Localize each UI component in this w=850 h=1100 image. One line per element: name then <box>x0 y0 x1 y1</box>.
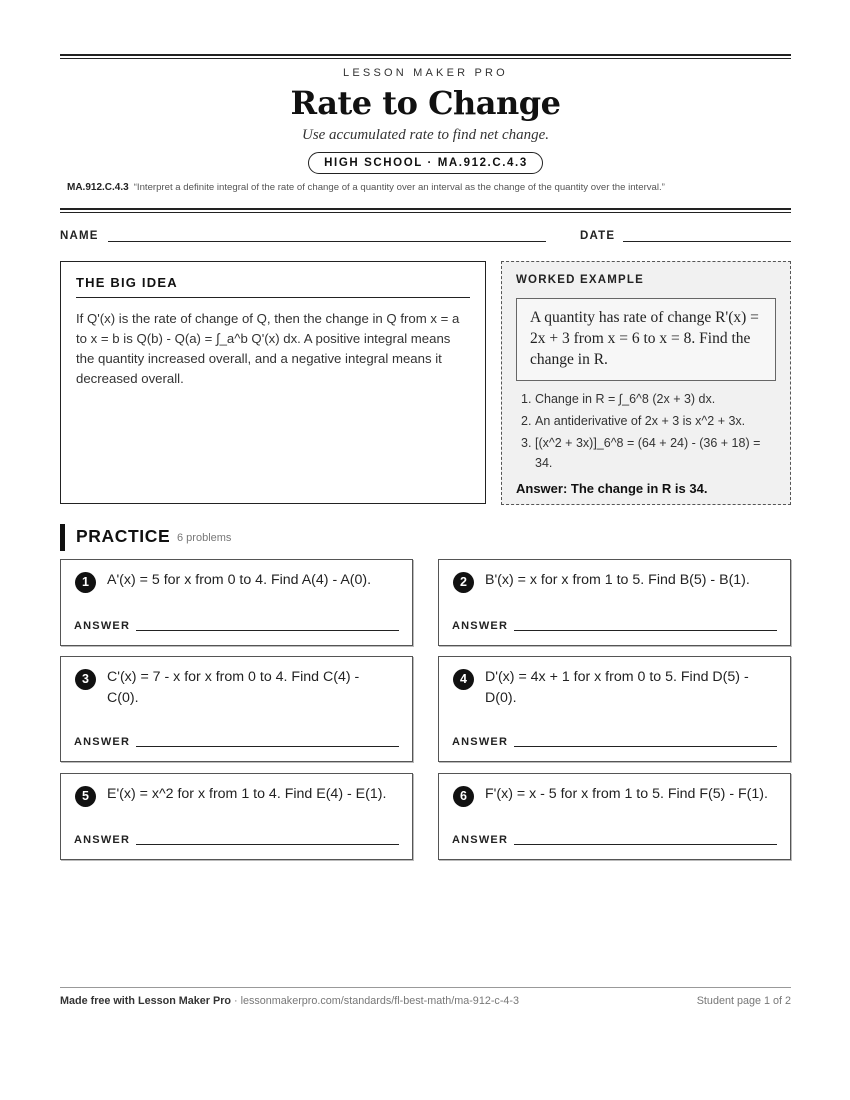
big-idea-body: If Q'(x) is the rate of change of Q, then the change in Q from x = a to x = b is Q(b) - Q(a) = ∫_a^b Q'(x) dx. A positive integral means the quantity increased overall, and a negative integral means it decreased overall. <box>76 311 460 386</box>
answer-field[interactable] <box>514 630 777 631</box>
problem-number-badge: 6 <box>453 786 474 807</box>
problem-number-badge: 2 <box>453 572 474 593</box>
answer-label: ANSWER <box>452 834 509 846</box>
standard-code: MA.912.C.4.3 <box>67 182 129 193</box>
worked-example-steps <box>516 389 776 473</box>
problem-number-badge: 4 <box>453 669 474 690</box>
problem-card-5 <box>60 773 413 860</box>
worked-example-heading: WORKED EXAMPLE <box>516 274 644 286</box>
problem-card-4 <box>438 656 791 762</box>
worked-example-problem: A quantity has rate of change R'(x) = 2x + 3 from x = 6 to x = 8. Find the change in R. <box>516 298 776 381</box>
answer-label: ANSWER <box>452 620 509 632</box>
worked-example-box <box>501 261 791 505</box>
problem-text: A'(x) = 5 for x from 0 to 4. Find A(4) - A(0). <box>107 572 372 588</box>
worksheet-page <box>60 0 791 1100</box>
footer-url[interactable]: · lessonmakerpro.com/standards/fl-best-math/ma-912-c-4-3 <box>231 995 520 1007</box>
answer-field[interactable] <box>136 844 399 845</box>
problem-number-badge: 3 <box>75 669 96 690</box>
footer-credit <box>60 995 519 1007</box>
date-label: DATE <box>580 230 616 242</box>
big-idea-box <box>60 261 486 504</box>
practice-count: 6 problems <box>177 532 232 544</box>
date-field[interactable] <box>623 241 791 242</box>
problem-text: E'(x) = x^2 for x from 1 to 4. Find E(4) - E(1). <box>107 786 387 802</box>
answer-label: ANSWER <box>74 834 131 846</box>
footer-rule <box>60 987 791 988</box>
answer-label: ANSWER <box>74 620 131 632</box>
problem-number-badge: 5 <box>75 786 96 807</box>
page-title: Rate to Change <box>290 84 561 122</box>
answer-field[interactable] <box>514 844 777 845</box>
worked-step: 2. An antiderivative of 2x + 3 is x^2 + 3x. <box>521 414 746 428</box>
grade-standard-badge: HIGH SCHOOL · MA.912.C.4.3 <box>308 152 543 174</box>
worked-example-answer: Answer: The change in R is 34. <box>516 481 708 496</box>
footer-made-with: Made free with Lesson Maker Pro <box>60 995 231 1007</box>
standard-description <box>67 182 792 193</box>
problem-card-1 <box>60 559 413 646</box>
standard-text: “Interpret a definite integral of the rate of change of a quantity over an interval as the change of the quantity over the interval.” <box>133 182 665 193</box>
problem-card-6 <box>438 773 791 860</box>
answer-field[interactable] <box>136 630 399 631</box>
problem-number-badge: 1 <box>75 572 96 593</box>
problem-card-2 <box>438 559 791 646</box>
problem-card-3 <box>60 656 413 762</box>
answer-field[interactable] <box>136 746 399 747</box>
problem-text: F'(x) = x - 5 for x from 1 to 5. Find F(5) - F(1). <box>485 786 768 802</box>
footer-page-number: Student page 1 of 2 <box>696 995 791 1007</box>
problem-text: D'(x) = 4x + 1 for x from 0 to 5. Find D(5) - D(0). <box>485 669 749 706</box>
name-label: NAME <box>60 230 99 242</box>
answer-label: ANSWER <box>452 736 509 748</box>
brand-name: LESSON MAKER PRO <box>343 67 508 79</box>
practice-accent-bar <box>60 524 65 551</box>
answer-field[interactable] <box>514 746 777 747</box>
header-bottom-rule <box>60 208 791 213</box>
problem-text: C'(x) = 7 - x for x from 0 to 4. Find C(4) - C(0). <box>107 669 360 706</box>
problem-text: B'(x) = x for x from 1 to 5. Find B(5) - B(1). <box>485 572 750 588</box>
answer-label: ANSWER <box>74 736 131 748</box>
worked-step: 3. [(x^2 + 3x)]_6^8 = (64 + 24) - (36 + 18) = 34. <box>521 436 761 470</box>
page-subtitle: Use accumulated rate to find net change. <box>301 127 550 143</box>
practice-heading: PRACTICE <box>76 526 171 546</box>
big-idea-heading: THE BIG IDEA <box>76 275 470 298</box>
worked-step: 1. Change in R = ∫_6^8 (2x + 3) dx. <box>521 392 716 406</box>
name-field[interactable] <box>108 241 546 242</box>
header-top-rule <box>60 54 791 59</box>
